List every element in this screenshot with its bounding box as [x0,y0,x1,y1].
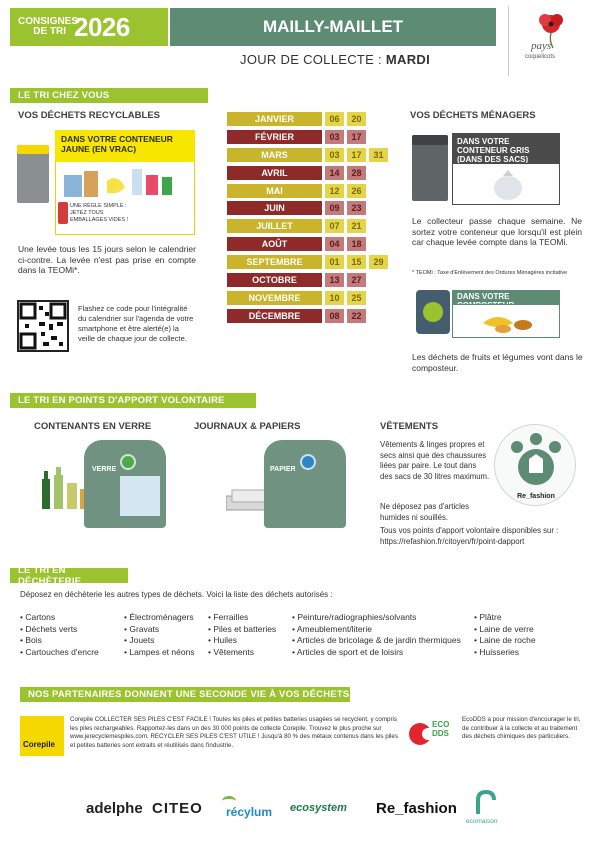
calendar-row [227,130,397,144]
calendar-row [227,309,397,323]
household-text: Le collecteur passe chaque semaine. Ne sortez votre conteneur que lorsqu'il est plein car chaque levée compte dans la TEOMi. [412,216,582,247]
glass-bank-icon [84,440,166,528]
calendar-month: AVRIL [227,166,322,180]
calendar-day: 27 [347,273,366,287]
clothes-text-1: Vêtements & linges propres et secs ainsi que des chaussures liées par paire. Le tout dans des sacs de 30 litres maximum. [380,440,490,481]
ecomaison-icon [474,790,496,816]
yellow-bin-icon [17,145,49,203]
grey-container-title: DANS VOTRE CONTENEUR GRIS (DANS DES SACS) [452,133,560,163]
calendar-day: 06 [325,112,344,126]
dechetterie-item: • Laine de roche [474,635,536,645]
qr-code-icon[interactable] [17,300,69,352]
composter-box [452,304,560,338]
logo-text-1: pays [531,40,552,52]
collection-calendar [227,112,397,327]
glass-label: VERRE [92,466,117,473]
calendar-month: OCTOBRE [227,273,322,287]
refashion-logo: Re_fashion [376,800,457,817]
calendar-row [227,184,397,198]
calendar-day: 03 [325,148,344,162]
dechetterie-item: • Articles de bricolage & de jardin thermiques [292,635,461,645]
clothes-text-3: Tous vos points d'apport volontaire disponibles sur : https://refashion.fr/citoyen/fr/point-dapport [380,526,559,546]
calendar-row [227,112,397,126]
dechetterie-item: • Huiles [208,635,237,645]
paper-bank-icon [264,440,346,528]
ecomaison-logo: ecomaison [466,818,498,825]
calendar-month: NOVEMBRE [227,291,322,305]
rule-text: UNE RÈGLE SIMPLE : JETEZ TOUS EMBALLAGES VIDES ! [70,203,129,223]
dechetterie-col1 [20,612,99,658]
calendar-day: 04 [325,237,344,251]
year: 2026 [74,11,130,42]
calendar-row [227,219,397,233]
dechetterie-intro: Déposez en déchèterie les autres types de déchets. Voici la liste des déchets autorisés : [20,590,333,599]
calendar-month: MARS [227,148,322,162]
dechetterie-item: • Piles et batteries [208,623,277,634]
dechetterie-item: • Articles de sport et de loisirs [292,646,404,657]
partners-band: NOS PARTENAIRES DONNENT UNE SECONDE VIE À VOS DÉCHETS [20,687,350,702]
calendar-day: 15 [347,255,366,269]
dechetterie-col2 [124,612,195,658]
dechetterie-item: • Électroménagers [124,612,194,622]
trash-bag-icon [453,164,559,204]
calendar-row [227,255,397,269]
calendar-month: MAI [227,184,322,198]
dechetterie-item: • Cartouches d'encre [20,646,99,657]
calendar-day: 08 [325,309,344,323]
calendar-day: 01 [325,255,344,269]
dechetterie-col3 [208,612,276,658]
collection-day: JOUR DE COLLECTE : MARDI [240,52,430,67]
calendar-day: 20 [347,112,366,126]
yellow-container-title: DANS VOTRE CONTENEUR JAUNE (EN VRAC) [55,130,195,162]
dechetterie-col4 [292,612,461,658]
voluntary-band: LE TRI EN POINTS D'APPORT VOLONTAIRE [10,393,256,408]
consignes-line1: CONSIGNES [18,16,79,27]
dechetterie-item: • Lampes et néons [124,646,195,657]
compost-text: Les déchets de fruits et légumes vont dans le composteur. [412,352,583,373]
ecodds-logo: ECO DDS [408,716,454,752]
dechetterie-item: • Laine de verre [474,623,534,634]
citeo-logo: CITEO [152,800,203,817]
dechetterie-item: • Huisseries [474,646,520,657]
calendar-day: 12 [325,184,344,198]
adelphe-logo: adelphe [86,800,143,817]
logo-text-2: coquelicots [525,54,556,60]
calendar-day: 17 [347,130,366,144]
pays-logo [508,6,590,76]
grey-container-box [452,163,560,205]
recyclables-title: VOS DÉCHETS RECYCLABLES [18,110,160,121]
calendar-row [227,201,397,215]
calendar-day: 13 [325,273,344,287]
calendar-day: 22 [347,309,366,323]
calendar-month: AOÛT [227,237,322,251]
calendar-day: 07 [325,219,344,233]
food-waste-icon [453,305,559,337]
town-name: MAILLY-MAILLET [170,8,496,46]
calendar-day: 21 [347,219,366,233]
header-year-block [10,8,168,46]
dechetterie-item: • Ferrailles [208,612,249,622]
calendar-row [227,273,397,287]
dechetterie-item: • Cartons [20,612,56,622]
composter-title: DANS VOTRE COMPOSTEUR [452,290,560,304]
can-icon [58,202,68,224]
calendar-day: 17 [347,148,366,162]
calendar-month: DÉCEMBRE [227,309,322,323]
packaging-icon [62,167,117,197]
grey-bin-icon [412,135,448,201]
calendar-month: FÉVRIER [227,130,322,144]
bottles-icon [40,465,88,511]
calendar-day: 18 [347,237,366,251]
calendar-day: 26 [347,184,366,198]
calendar-day: 10 [325,291,344,305]
dechetterie-item: • Vêtements [208,646,254,657]
calendar-day: 31 [369,148,388,162]
ecodds-text: EcoDDS a pour mission d'encourager le tri, de contribuer à la collecte et au traitement des déchets chimiques des particuliers. [462,716,581,740]
recyclables-pickup-text: Une levée tous les 15 jours selon le calendrier ci-contre. La levée n'est pas prise en compte dans la TEOMi*. [18,244,196,275]
calendar-month: JUIN [227,201,322,215]
corepile-text: Corepile COLLECTER SES PILES C'EST FACILE ! Toutes les piles et petites batteries usagées se recyclent, y compris les piles rechargeables. Rapportez-les dans un des 30 000 points de collecte Corepile. Trouvez le plus proche sur www.jerecyclemespiles.com. RECYCLER SES PILES C'EST UTILE ! Jusqu'à 80 % des métaux contenus dans les piles et petites batteries sont extraits et réutilisés dans l'industrie. [70,716,398,749]
calendar-day: 29 [369,255,388,269]
dechetterie-item: • Déchets verts [20,623,78,634]
dechetterie-item: • Gravats [124,623,160,634]
teomi-note: * TEOMi : Taxe d'Enlèvement des Ordures Ménagères incitative [412,270,568,276]
clothes-title: VÊTEMENTS [380,421,439,432]
calendar-day: 25 [347,291,366,305]
recylum-logo: récylum [226,805,273,819]
calendar-month: SEPTEMBRE [227,255,322,269]
paper-label: PAPIER [270,466,296,473]
clothes-text-2: Ne déposez pas d'articles humides ni souillés. [380,502,470,522]
qr-text: Flashez ce code pour l'intégralité du calendrier sur l'agenda de votre smartphone et être alerté(e) la veille de chaque jour de collecte. [78,304,194,343]
consignes-line2: DE TRI [33,26,66,37]
dechetterie-item: • Plâtre [474,612,502,622]
calendar-day: 03 [325,130,344,144]
dechetterie-item: • Jouets [124,635,155,645]
dechetterie-col5 [474,612,536,658]
ecosystem-logo: ecosystem [290,802,347,814]
corepile-logo: Corepile [20,716,64,756]
dechetterie-item: • Peinture/radiographies/solvants [292,612,417,622]
refashion-logo-text: Re_fashion [517,493,555,500]
calendar-month: JUILLET [227,219,322,233]
calendar-month: JANVIER [227,112,322,126]
calendar-day: 28 [347,166,366,180]
home-band: LE TRI CHEZ VOUS [10,88,208,103]
household-title: VOS DÉCHETS MÉNAGERS [410,110,536,121]
dechetterie-band: LE TRI EN DÉCHÈTERIE [10,568,128,583]
dechetterie-item: • Ameublement/literie [292,623,372,634]
paper-title: JOURNAUX & PAPIERS [194,421,301,432]
calendar-row [227,291,397,305]
calendar-day: 09 [325,201,344,215]
composter-icon [416,290,450,334]
calendar-row [227,148,397,162]
refashion-badge [494,424,576,506]
recylum-leaf-icon [222,796,236,806]
calendar-day: 23 [347,201,366,215]
calendar-row [227,237,397,251]
dechetterie-item: • Bois [20,635,42,645]
glass-title: CONTENANTS EN VERRE [34,421,152,432]
calendar-day: 14 [325,166,344,180]
collection-day-value: MARDI [385,52,430,67]
calendar-row [227,166,397,180]
